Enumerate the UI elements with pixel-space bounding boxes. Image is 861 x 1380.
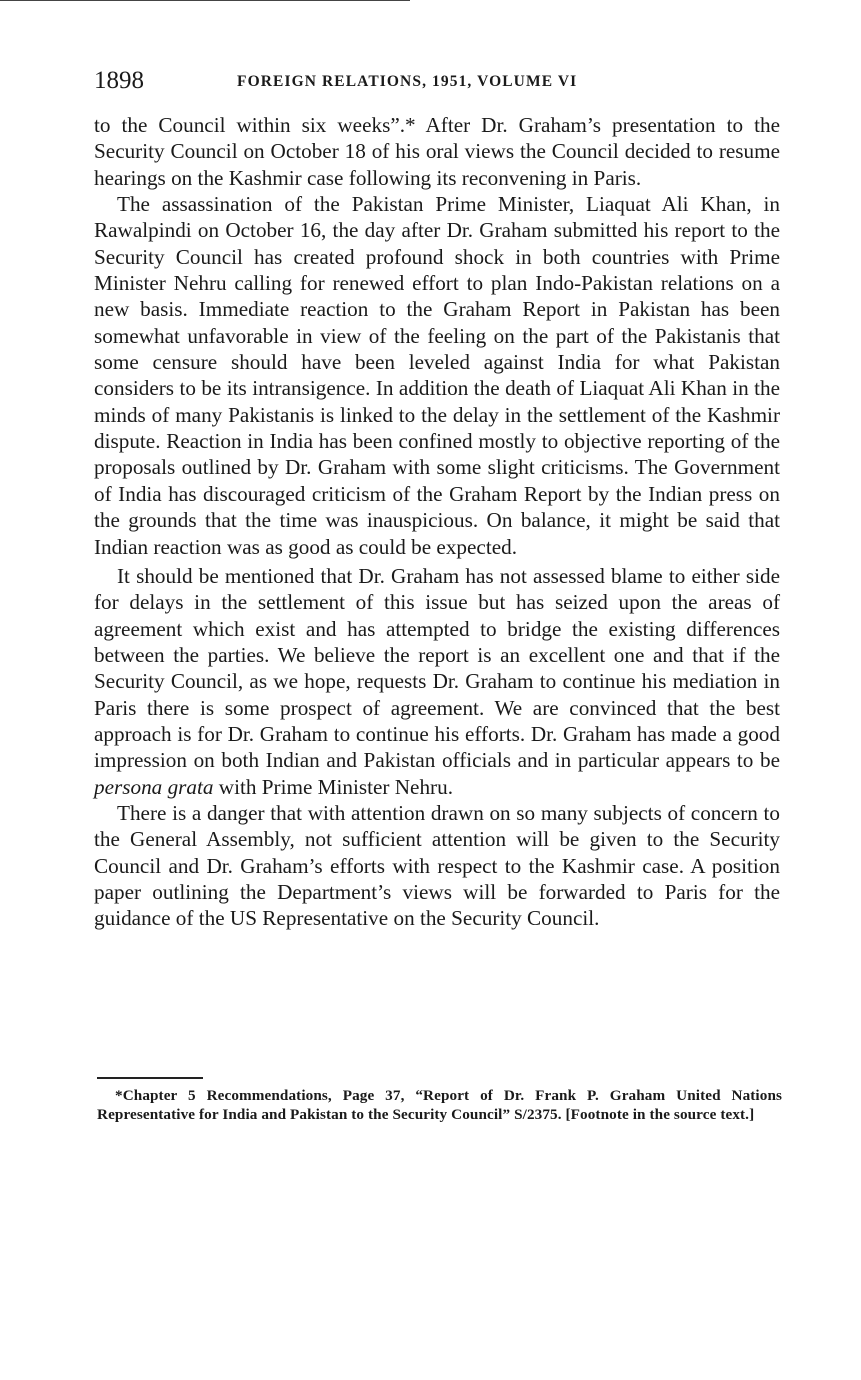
italic-phrase: persona grata	[94, 774, 214, 799]
paragraph-text: There is a danger that with attention drawn on so many subjects of concern to the General Assembly, not sufficient attention will be given to the Security Council and Dr. Graham’s efforts with respect to the Kashmir case. A position paper outlining the Department’s views will be forwarded to Paris for the guidance of the US Representative on the Security Council.	[94, 800, 780, 931]
paragraph	[94, 800, 780, 932]
page-header	[94, 66, 784, 98]
body-text	[94, 112, 780, 932]
running-head: FOREIGN RELATIONS, 1951, VOLUME VI	[237, 73, 578, 90]
paragraph-text: to the Council within six weeks”.* After Dr. Graham’s presentation to the Security Council on October 18 of his oral views the Council decided to resume hearings on the Kashmir case following its reconvening in Paris.	[94, 113, 780, 190]
footnote	[97, 1086, 782, 1125]
footnote-marker: *	[115, 1087, 123, 1104]
paragraph	[94, 112, 780, 191]
page-number: 1898	[94, 67, 144, 94]
paragraph	[94, 563, 780, 800]
paragraph-text-continued: with Prime Minister Nehru.	[213, 774, 453, 799]
paragraph-text: It should be mentioned that Dr. Graham has not assessed blame to either side for delays in the settlement of this issue but has seized upon the areas of agreement which exist and has attempted to bridge the existing differences between the parties. We believe the report is an excellent one and that if the Security Council, as we hope, requests Dr. Graham to continue his mediation in Paris there is some prospect of agreement. We are convinced that the best approach is for Dr. Graham to continue his efforts. Dr. Graham has made a good impression on both Indian and Pakistan officials and in particular appears to be	[94, 563, 780, 773]
paragraph-text: The assassination of the Pakistan Prime Minister, Liaquat Ali Khan, in Rawalpindi on October 16, the day after Dr. Graham submitted his report to the Security Council has created profound shock in both countries with Prime Minister Nehru calling for renewed effort to plan Indo-Pakistan relations on a new basis. Immediate reaction to the Graham Report in Pakistan has been somewhat unfavorable in view of the feeling on the part of the Pakistanis that some censure should have been leveled against India for what Pakistan considers to be its intransigence. In addition the death of Liaquat Ali Khan in the minds of many Pakistanis is linked to the delay in the settlement of the Kashmir dispute. Reaction in India has been confined mostly to objective reporting of the proposals outlined by Dr. Graham with some slight criticisms. The Government of India has discouraged criticism of the Graham Report by the Indian press on the grounds that the time was inauspicious. On balance, it might be said that Indian reaction was as good as could be expected.	[94, 192, 780, 559]
footnote-divider	[97, 1077, 203, 1079]
page-top-rule	[0, 0, 410, 1]
paragraph	[94, 191, 780, 560]
footnote-text: Chapter 5 Recommendations, Page 37, “Report of Dr. Frank P. Graham United Nations Representative for India and Pakistan to the Security Council” S/2375. [Footnote in the source text.]	[97, 1087, 782, 1124]
